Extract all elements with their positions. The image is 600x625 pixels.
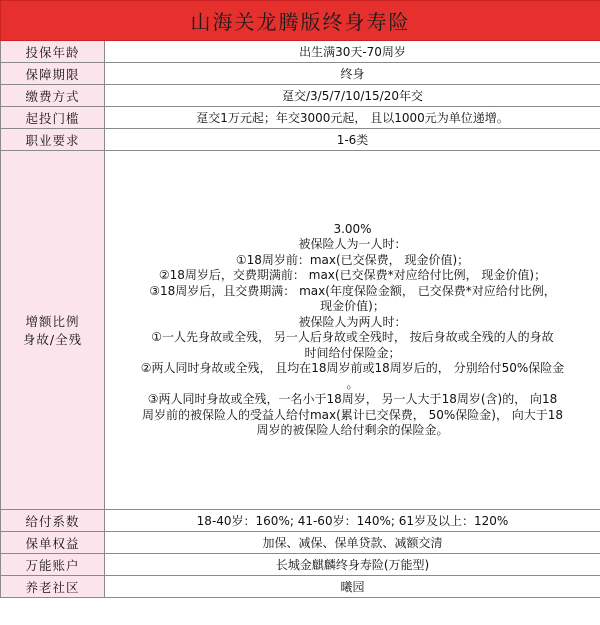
policy-title: 山海关龙腾版终身寿险	[1, 1, 600, 41]
table-row	[1, 85, 600, 107]
table-row	[1, 532, 600, 554]
table-row	[1, 107, 600, 129]
table-row	[1, 41, 600, 63]
increase-line: 现金价值)；	[320, 299, 385, 313]
row-label-age: 投保年龄	[1, 41, 105, 63]
increase-line: 。	[346, 376, 359, 391]
increase-line: 周岁的被保险人给付剩余的保险金。	[256, 423, 449, 437]
row-label-community: 养老社区	[1, 576, 105, 598]
row-value-increase	[105, 151, 600, 510]
increase-line: 周岁前的被保险人的受益人给付max(累计已交保费， 50%保险金)， 向大于18	[141, 407, 564, 422]
increase-label-line1: 增额比例	[25, 314, 80, 329]
row-label-payment: 缴费方式	[1, 85, 105, 107]
increase-line: 被保险人为两人时：	[298, 314, 407, 329]
table-row	[1, 63, 600, 85]
row-value-rights: 加保、减保、保单贷款、减额交清	[105, 532, 600, 554]
row-label-coefficient: 给付系数	[1, 510, 105, 532]
increase-line: 时间给付保险金；	[304, 345, 401, 360]
increase-line: ①18周岁前：max(已交保费， 现金价值)；	[235, 252, 470, 267]
row-value-threshold: 趸交1万元起；年交3000元起， 且以1000元为单位递增。	[105, 107, 600, 129]
increase-line: ③两人同时身故或全残，一名小于18周岁， 另一人大于18周岁(含)的， 向18	[147, 392, 558, 406]
increase-line: 被保险人为一人时：	[298, 237, 407, 251]
row-value-universal: 长城金麒麟终身寿险(万能型)	[105, 554, 600, 576]
increase-line: 3.00%	[333, 221, 372, 236]
row-label-threshold: 起投门槛	[1, 107, 105, 129]
table-row	[1, 510, 600, 532]
row-label-occupation: 职业要求	[1, 129, 105, 151]
row-value-occupation: 1-6类	[105, 129, 600, 151]
increase-line: ②两人同时身故或全残， 且均在18周岁前或18周岁后的， 分别给付50%保险金	[140, 361, 565, 375]
table-row	[1, 554, 600, 576]
row-value-community: 曦园	[105, 576, 600, 598]
table-row	[1, 129, 600, 151]
increase-line: ②18周岁后，交费期满前： max(已交保费*对应给付比例， 现金价值)；	[158, 268, 547, 282]
row-label-term: 保障期限	[1, 63, 105, 85]
table-row	[1, 576, 600, 598]
row-value-age: 出生满30天-70周岁	[105, 41, 600, 63]
row-value-payment: 趸交/3/5/7/10/15/20年交	[105, 85, 600, 107]
increase-line: ①一人先身故或全残， 另一人后身故或全残时， 按后身故或全残的人的身故	[151, 330, 554, 344]
row-value-term: 终身	[105, 63, 600, 85]
increase-label-line2: 身故/全残	[22, 332, 83, 347]
row-label-rights: 保单权益	[1, 532, 105, 554]
row-value-coefficient: 18-40岁：160%; 41-60岁：140%; 61岁及以上：120%	[105, 510, 600, 532]
row-label-increase	[1, 151, 105, 510]
row-label-universal: 万能账户	[1, 554, 105, 576]
increase-line: ③18周岁后，且交费期满： max(年度保险金额， 已交保费*对应给付比例，	[149, 283, 556, 298]
table-row	[1, 151, 600, 510]
title-row	[1, 1, 600, 41]
